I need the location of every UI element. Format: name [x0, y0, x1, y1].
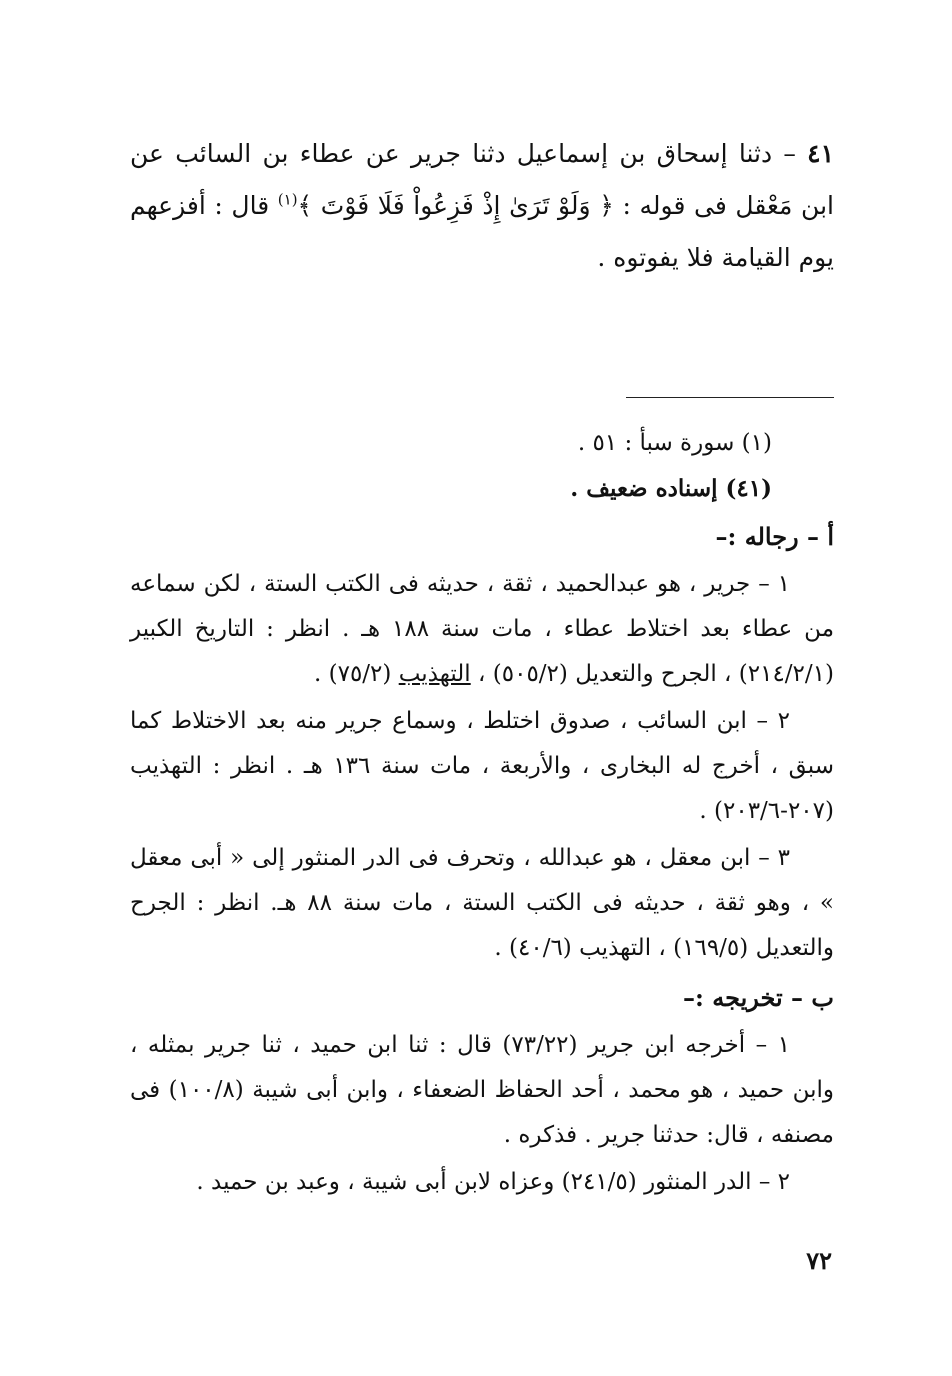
section-b-heading: ب – تخريجه :–	[683, 983, 834, 1012]
hadith-line-2-end: قال :	[214, 191, 270, 220]
section-b-item-1: ١ – أخرجه ابن جرير (٧٣/٢٢) قال : ثنا ابن حميد ، ثنا جرير بمثله ، وابن حميد ، هو محمد ، أحد الحفاظ الضعفاء ، وابن أبى شيبة (١٠٠/٨) فى مصنفه ، قال: حدثنا جرير . فذكره .	[130, 1032, 834, 1148]
footnote-reference: (١)	[277, 190, 298, 209]
section-a-item-3: ٣ – ابن معقل ، هو عبدالله ، وتحرف فى الدر المنثور إلى « أبى معقل » ، وهو ثقة ، حديثه فى الكتب الستة ، مات سنة ٨٨ هـ. انظر : الجرح والتعديل (١٦٩/٥) ، التهذيب (٤٠/٦) .	[130, 845, 834, 961]
section-a-item-2: ٢ – ابن السائب ، صدوق اختلط ، وسماع جرير منه بعد الاختلاط كما سبق ، أخرج له البخارى ، والأربعة ، مات سنة ١٣٦ هـ . انظر : التهذيب (٢٠٧-٢٠٣/٦) .	[130, 708, 834, 824]
footnote-separator	[626, 397, 834, 398]
item-tail-text: (٧٥/٢) .	[313, 661, 392, 687]
footnotes-section	[130, 420, 834, 1207]
hadith-line-1: – دثنا إسحاق بن إسماعيل دثنا جرير عن عطاء بن السائب عن	[130, 139, 796, 168]
section-a-heading: أ – رجاله :–	[715, 522, 834, 551]
hadith-number: ٤١	[807, 139, 834, 168]
item-underlined-text: التهذيب	[398, 661, 471, 687]
section-a-item-1	[130, 562, 834, 697]
main-text	[130, 128, 834, 284]
quran-verse: ﴿ وَلَوْ تَرَىٰ إِذْ فَزِعُواْ فَلَا فَوْتَ ﴾	[297, 191, 614, 220]
footnote-41: (٤١) إسناده ضعيف .	[570, 475, 772, 502]
page-number: ٧٢	[806, 1246, 832, 1275]
hadith-line-2-start: ابن مَعْقل فى قوله :	[622, 191, 834, 220]
section-b-item-2: ٢ – الدر المنثور (٢٤١/٥) وعزاه لابن أبى شيبة ، وعبد بن حميد .	[196, 1169, 790, 1195]
hadith-line-3: أفزعهم يوم القيامة فلا يفوتوه .	[130, 191, 834, 272]
item-text: ١ – جرير ، هو عبدالحميد ، ثقة ، حديثه فى الكتب الستة ، لكن سماعه من عطاء بعد اختلاط عطاء ، مات سنة ١٨٨ هـ . انظر : التاريخ الكبير (٢١٤/٢/١) ، الجرح والتعديل (٥٠٥/٢) ،	[130, 571, 835, 687]
hadith-paragraph	[130, 128, 834, 284]
footnote-1: (١) سورة سبأ : ٥١ .	[577, 430, 772, 456]
